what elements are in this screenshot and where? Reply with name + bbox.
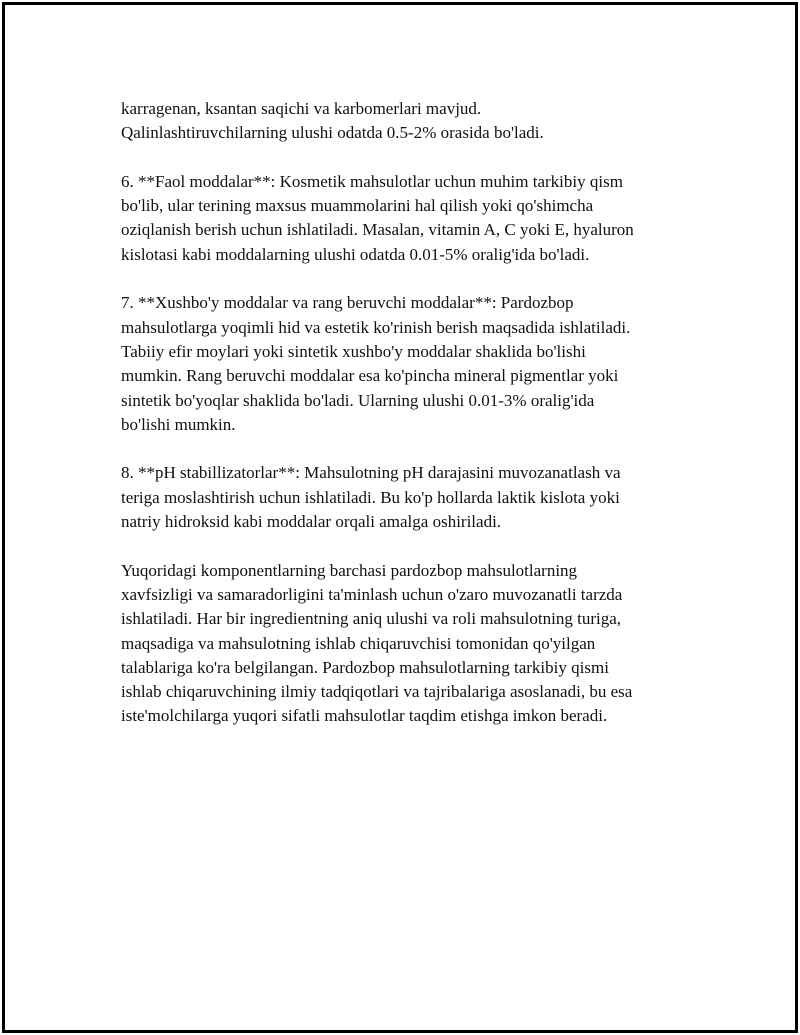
text-line: natriy hidroksid kabi moddalar orqali amalga oshiriladi. xyxy=(121,512,502,532)
text-line: maqsadiga va mahsulotning ishlab chiqaruvchisi tomonidan qo'yilgan xyxy=(121,633,596,653)
paragraph-item-6 xyxy=(121,170,701,267)
text-line: karragenan, ksantan saqichi va karbomerlari mavjud. xyxy=(121,99,482,118)
text-line: oziqlanish berish uchun ishlatiladi. Masalan, vitamin A, C yoki E, hyaluron xyxy=(121,220,634,240)
text-line: xavfsizligi va samaradorligini ta'minlash uchun o'zaro muvozanatli tarzda xyxy=(121,584,623,604)
paragraph-item-7 xyxy=(121,291,701,437)
text-line: mahsulotlarga yoqimli hid va estetik ko'rinish berish maqsadida ishlatiladi. xyxy=(121,317,631,337)
text-line: iste'molchilarga yuqori sifatli mahsulotlar taqdim etishga imkon beradi. xyxy=(121,706,608,726)
text-line: 6. **Faol moddalar**: Kosmetik mahsulotlar uchun muhim tarkibiy qism xyxy=(121,171,623,191)
text-line: talablariga ko'ra belgilangan. Pardozbop mahsulotlarning tarkibiy qismi xyxy=(121,657,609,677)
text-line: 8. **pH stabillizatorlar**: Mahsulotning pH darajasini muvozanatlash va xyxy=(121,463,621,483)
text-line: Tabiiy efir moylari yoki sintetik xushbo'y moddalar shaklida bo'lishi xyxy=(121,341,586,361)
text-line: Yuqoridagi komponentlarning barchasi pardozbop mahsulotlarning xyxy=(121,560,578,580)
text-line: teriga moslashtirish uchun ishlatiladi. Bu ko'p hollarda laktik kislota yoki xyxy=(121,487,620,507)
document-body xyxy=(121,97,701,753)
text-line: bo'lib, ular terining maxsus muammolarini hal qilish yoki qo'shimcha xyxy=(121,196,594,216)
page-frame xyxy=(2,2,798,1033)
text-line: kislotasi kabi moddalarning ulushi odatda 0.01-5% oralig'ida bo'ladi. xyxy=(121,244,590,264)
text-line: sintetik bo'yoqlar shaklida bo'ladi. Ularning ulushi 0.01-3% oralig'ida xyxy=(121,390,595,410)
text-line: mumkin. Rang beruvchi moddalar esa ko'pincha mineral pigmentlar yoki xyxy=(121,366,619,386)
text-line: bo'lishi mumkin. xyxy=(121,414,236,434)
paragraph-continuation xyxy=(121,97,701,146)
text-line: 7. **Xushbo'y moddalar va rang beruvchi moddalar**: Pardozbop xyxy=(121,293,574,313)
text-line: ishlatiladi. Har bir ingredientning aniq ulushi va roli mahsulotning turiga, xyxy=(121,609,621,629)
text-line: ishlab chiqaruvchining ilmiy tadqiqotlari va tajribalariga asoslanadi, bu esa xyxy=(121,682,633,702)
paragraph-item-8 xyxy=(121,461,701,534)
paragraph-conclusion xyxy=(121,559,701,729)
text-line: Qalinlashtiruvchilarning ulushi odatda 0.5-2% orasida bo'ladi. xyxy=(121,123,544,143)
